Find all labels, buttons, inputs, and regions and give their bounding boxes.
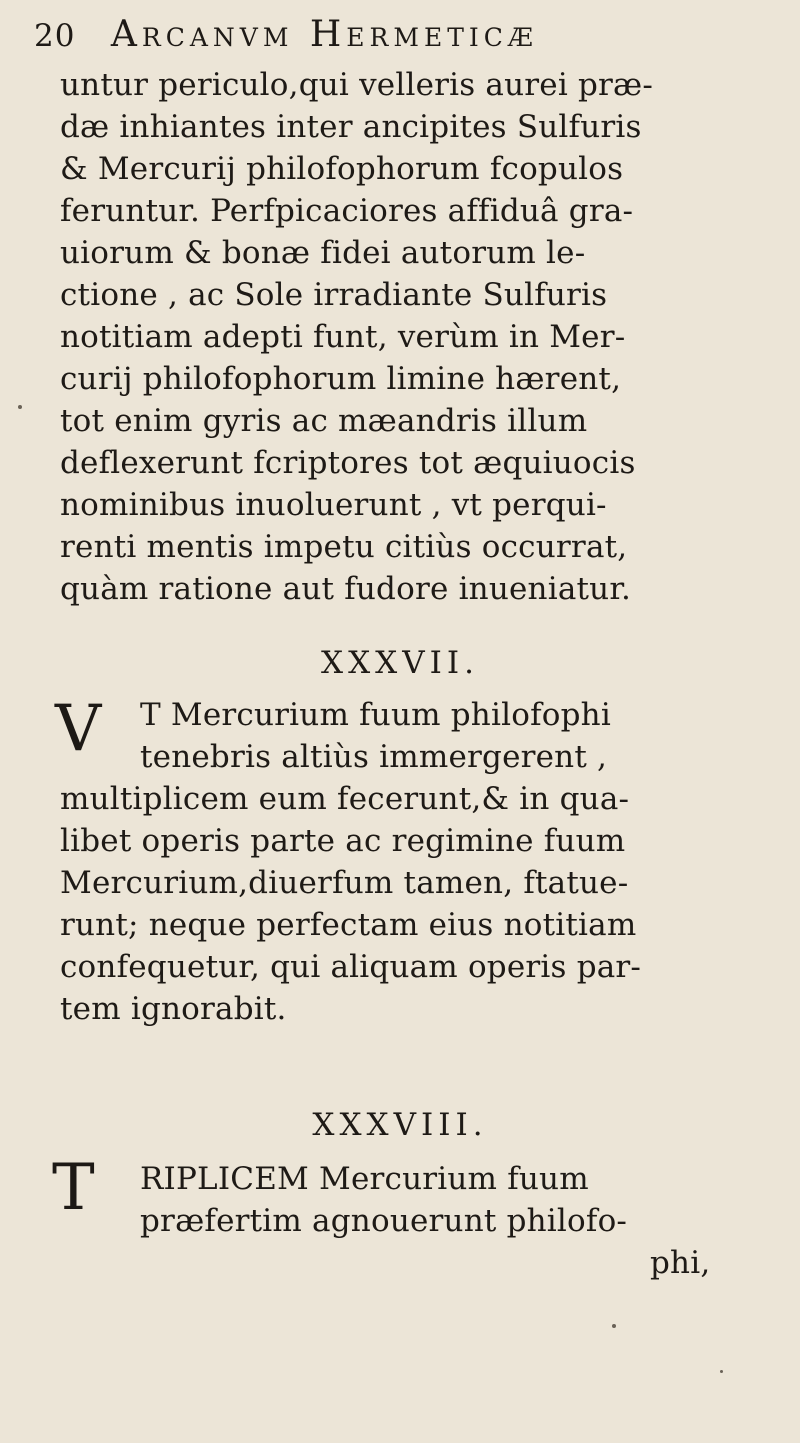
text-line: phi,	[650, 1245, 711, 1281]
text-line: tenebris altiùs immergerent ,	[140, 739, 608, 775]
text-line: tot enim gyris ac mæandris illum	[60, 403, 588, 439]
text-line: curij philofophorum limine hærent,	[60, 361, 622, 397]
text-line: confequetur, qui aliquam operis par-	[60, 949, 642, 985]
paper-speck	[18, 405, 22, 409]
running-head: Arcanvm Hermeticæ	[110, 14, 538, 55]
text-line: multiplicem eum fecerunt,& in qua-	[60, 781, 630, 817]
text-line: deflexerunt fcriptores tot æquiuocis	[60, 445, 636, 481]
text-line: quàm ratione aut fudore inueniatur.	[60, 571, 632, 607]
paper-speck	[612, 1324, 616, 1328]
text-line: Mercurium,diuerfum tamen, ftatue-	[60, 865, 629, 901]
text-line: libet operis parte ac regimine fuum	[60, 823, 626, 859]
section-heading-38: XXXVIII.	[312, 1107, 488, 1143]
text-line: RIPLICEM Mercurium fuum	[140, 1161, 589, 1197]
text-line: & Mercurij philofophorum fcopulos	[60, 151, 624, 187]
text-line: renti mentis impetu citiùs occurrat,	[60, 529, 628, 565]
text-line: præfertim agnouerunt philofo-	[140, 1203, 628, 1239]
text-line: runt; neque perfectam eius notitiam	[60, 907, 637, 943]
paper-speck	[720, 1370, 723, 1373]
text-line: feruntur. Perfpicaciores affiduâ gra-	[60, 193, 634, 229]
text-line: ctione , ac Sole irradiante Sulfuris	[60, 277, 608, 313]
drop-cap-v: V	[55, 692, 102, 766]
text-line: uiorum & bonæ fidei autorum le-	[60, 235, 586, 271]
page-number: 20	[34, 18, 76, 54]
text-line: untur periculo,qui velleris aurei præ-	[60, 67, 654, 103]
section-heading-37: XXXVII.	[321, 645, 479, 681]
text-line: tem ignorabit.	[60, 991, 287, 1027]
drop-cap-t: T	[52, 1151, 95, 1225]
text-line: T Mercurium fuum philofophi	[140, 697, 611, 733]
page-header	[34, 12, 774, 58]
text-line: notitiam adepti funt, verùm in Mer-	[60, 319, 626, 355]
text-line: dæ inhiantes inter ancipites Sulfuris	[60, 109, 642, 145]
text-line: nominibus inuoluerunt , vt perqui-	[60, 487, 607, 523]
